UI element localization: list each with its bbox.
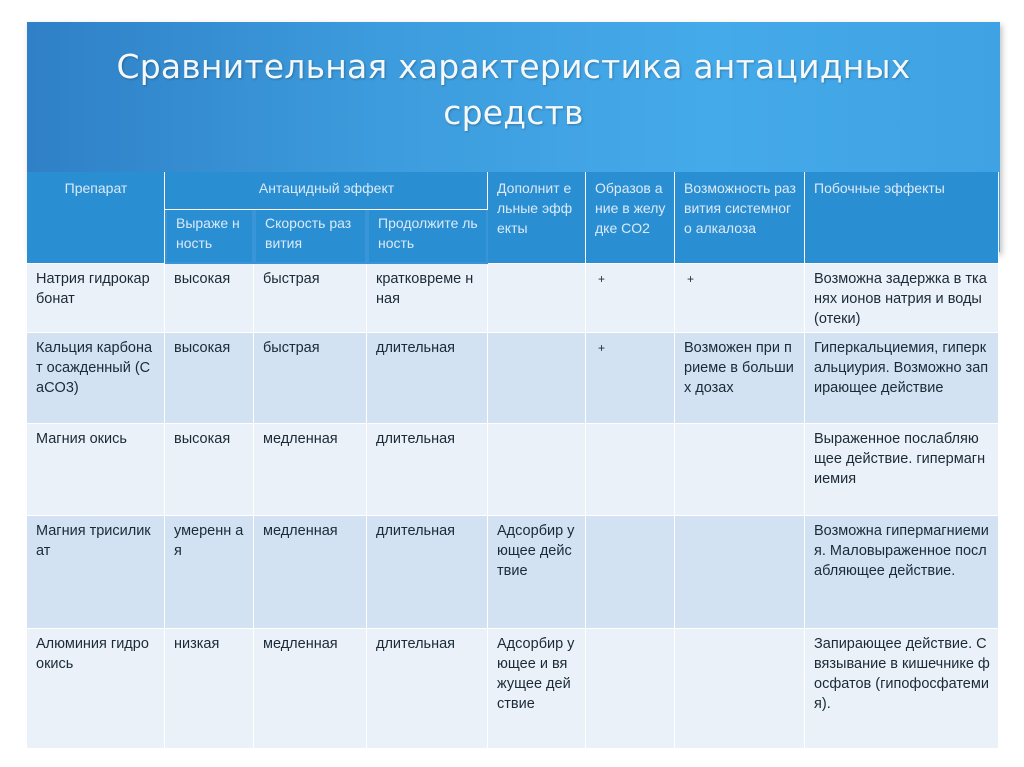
table-row xyxy=(27,264,999,333)
header-side-effects: Побочные эффекты xyxy=(805,172,999,264)
cell-side-effects: Выраженное послабляющее действие. гипермагниемия xyxy=(805,424,999,516)
cell-additional: Адсорбир ующее действие xyxy=(488,516,586,629)
cell-drug: Алюминия гидроокись xyxy=(27,629,165,749)
header-alkalosis: Возможность развития системного алкалоза xyxy=(675,172,805,264)
cell-severity: умеренн ая xyxy=(165,516,254,629)
cell-co2: + xyxy=(586,264,675,333)
cell-co2 xyxy=(586,424,675,516)
cell-severity: высокая xyxy=(165,264,254,333)
header-co2-formation: Образов ание в желудке CO2 xyxy=(586,172,675,264)
slide-title xyxy=(27,44,1000,136)
cell-severity: высокая xyxy=(165,333,254,424)
cell-co2 xyxy=(586,629,675,749)
cell-co2: + xyxy=(586,333,675,424)
slide-title-line-1: Сравнительная характеристика антацидных xyxy=(116,47,911,86)
table-row xyxy=(27,629,999,749)
cell-duration: кратковреме нная xyxy=(367,264,488,333)
cell-severity: низкая xyxy=(165,629,254,749)
header-speed: Скорость развития xyxy=(254,210,367,264)
cell-speed: быстрая xyxy=(254,264,367,333)
cell-additional xyxy=(488,264,586,333)
cell-drug: Кальция карбонат осажденный (CaCO3) xyxy=(27,333,165,424)
cell-drug: Магния трисиликат xyxy=(27,516,165,629)
header-duration: Продолжите льность xyxy=(367,210,488,264)
cell-duration: длительная xyxy=(367,629,488,749)
cell-side-effects: Возможна гипермагниемия. Маловыраженное послабляющее действие. xyxy=(805,516,999,629)
cell-additional xyxy=(488,333,586,424)
header-drug: Препарат xyxy=(27,172,165,264)
header-severity: Выраже нность xyxy=(165,210,254,264)
cell-co2 xyxy=(586,516,675,629)
table-row xyxy=(27,424,999,516)
cell-duration: длительная xyxy=(367,333,488,424)
header-additional-effects: Дополнит ельные эффекты xyxy=(488,172,586,264)
cell-speed: медленная xyxy=(254,424,367,516)
table-row xyxy=(27,516,999,629)
cell-drug: Магния окись xyxy=(27,424,165,516)
table-row xyxy=(27,333,999,424)
cell-alkalosis xyxy=(675,629,805,749)
table-header-row-1 xyxy=(27,172,999,210)
cell-side-effects: Гиперкальциемия, гиперкальциурия. Возможно запирающее действие xyxy=(805,333,999,424)
slide-title-line-2: средств xyxy=(443,93,584,132)
cell-alkalosis: Возможен при приеме в больших дозах xyxy=(675,333,805,424)
cell-alkalosis xyxy=(675,424,805,516)
cell-alkalosis xyxy=(675,516,805,629)
cell-side-effects: Возможна задержка в тканях ионов натрия и воды (отеки) xyxy=(805,264,999,333)
cell-speed: быстрая xyxy=(254,333,367,424)
cell-duration: длительная xyxy=(367,516,488,629)
cell-severity: высокая xyxy=(165,424,254,516)
cell-additional: Адсорбир ующее и вяжущее действие xyxy=(488,629,586,749)
cell-additional xyxy=(488,424,586,516)
cell-duration: длительная xyxy=(367,424,488,516)
cell-speed: медленная xyxy=(254,516,367,629)
cell-speed: медленная xyxy=(254,629,367,749)
cell-side-effects: Запирающее действие. Связывание в кишечнике фосфатов (гипофосфатемия). xyxy=(805,629,999,749)
header-antacid-effect: Антацидный эффект xyxy=(165,172,488,210)
cell-alkalosis: + xyxy=(675,264,805,333)
cell-drug: Натрия гидрокарбонат xyxy=(27,264,165,333)
antacid-comparison-table xyxy=(27,172,999,749)
